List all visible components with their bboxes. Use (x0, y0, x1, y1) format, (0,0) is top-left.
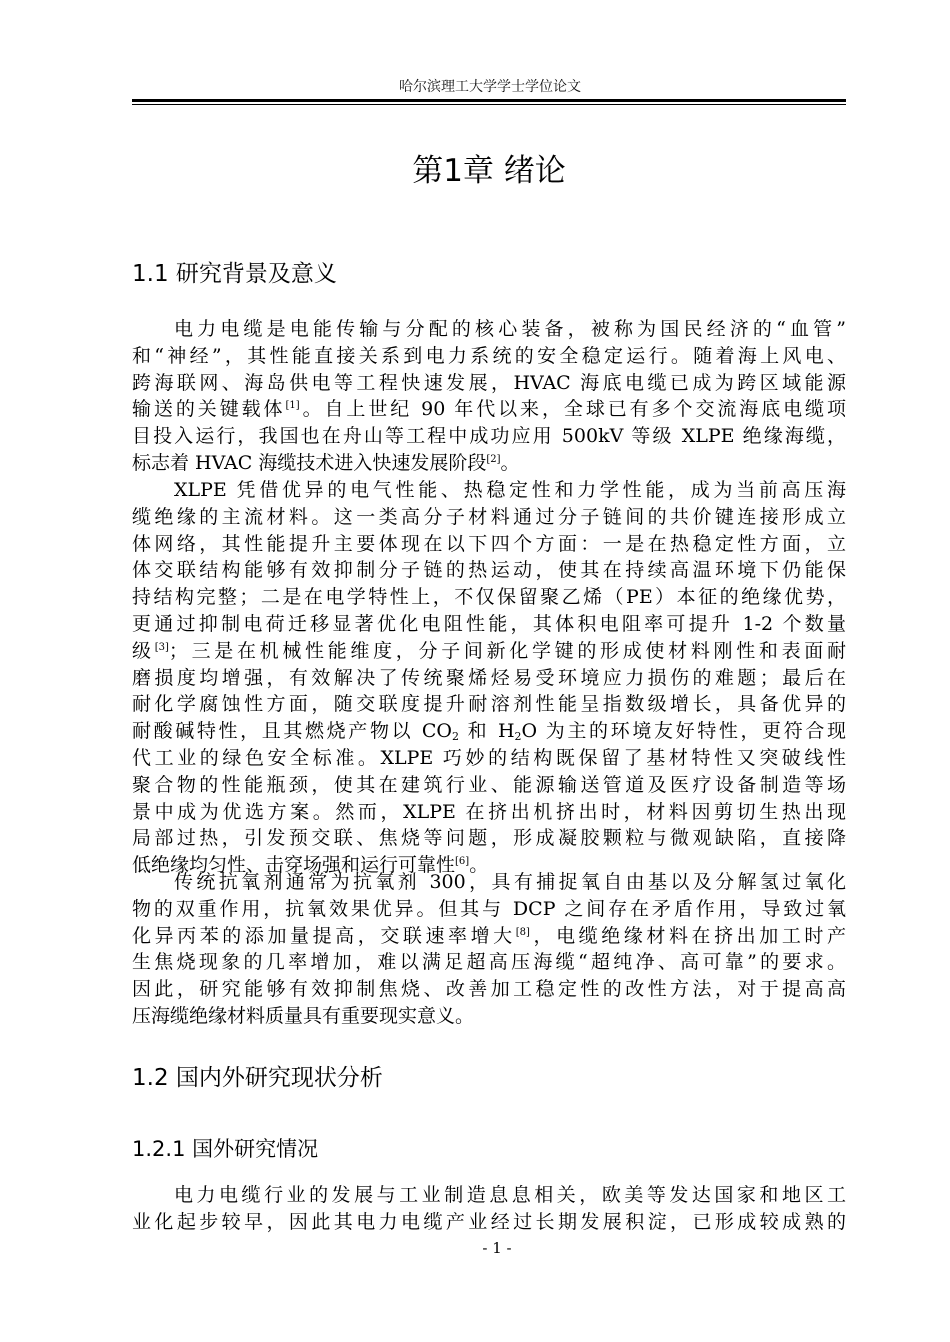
text-line: 体交联结构能够有效抑制分子链的热运动，使其在持续高温环境下仍能保 (132, 559, 846, 582)
text-line: 聚合物的性能瓶颈，使其在建筑行业、能源输送管道及医疗设备制造等场 (132, 773, 846, 796)
citation-ref[interactable]: [3] (154, 641, 169, 653)
text-line-with-formula (132, 718, 846, 745)
citation-ref[interactable]: [2] (486, 453, 501, 465)
paragraph-background-1 (132, 316, 846, 477)
running-header: 哈尔滨理工大学学士学位论文 (399, 79, 581, 95)
citation-ref[interactable]: [1] (285, 400, 300, 412)
header-rule-thick (132, 99, 846, 102)
text-line-with-citation (132, 396, 846, 423)
page-number: - 1 - (482, 1239, 512, 1257)
text-line: 目投入运行，我国也在舟山等工程中成功应用 500kV 等级 XLPE 绝缘海缆， (132, 425, 846, 448)
text-line: 电力电缆行业的发展与工业制造息息相关，欧美等发达国家和地区工 (174, 1184, 846, 1206)
text-run: 低绝缘均匀性、击穿场强和运行可靠性 (132, 854, 456, 877)
text-line: 耐化学腐蚀性方面，随交联度提升耐溶剂性能呈指数级增长，具备优异的 (132, 693, 846, 716)
text-run: 输送的关键载体 (132, 398, 286, 421)
text-line: 持结构完整；二是在电学特性上，不仅保留聚乙烯（PE）本征的绝缘优势， (132, 586, 846, 609)
text-line: 压海缆绝缘材料质量具有重要现实意义。 (132, 1004, 475, 1027)
subscript: 2 (452, 730, 459, 744)
citation-ref[interactable]: [8] (515, 926, 530, 938)
text-run: ；三是在机械性能维度，分子间新化学键的形成使材料刚性和表面耐 (168, 639, 846, 662)
text-line-with-citation (132, 638, 846, 665)
text-run: 。自上世纪 90 年代以来，全球已有多个交流海底电缆项 (299, 398, 846, 421)
section-heading-1-1: 1.1 研究背景及意义 (132, 261, 337, 287)
text-line: 物的双重作用，抗氧效果优异。但其与 DCP 之间存在矛盾作用，导致过氧 (132, 897, 846, 920)
text-line: XLPE 凭借优异的电气性能、热稳定性和力学性能，成为当前高压海 (174, 479, 846, 501)
text-line: 磨损度均增强，有效解决了传统聚烯烃易受环境应力损伤的难题；最后在 (132, 666, 846, 689)
text-line-with-citation (132, 923, 846, 950)
text-run: 和 H (459, 720, 515, 743)
text-line: 体网络，其性能提升主要体现在以下四个方面：一是在热稳定性方面，立 (132, 532, 846, 555)
text-line: 电力电缆是电能传输与分配的核心装备，被称为国民经济的“血管” (174, 318, 846, 340)
text-run: 。 (500, 451, 520, 474)
chapter-title: 第1章 绪论 (412, 153, 566, 189)
text-line: 传统抗氧剂通常为抗氧剂 300，具有捕捉氧自由基以及分解氢过氧化 (174, 871, 846, 893)
text-run: ，电缆绝缘材料在挤出加工时产 (529, 924, 846, 947)
text-line: 因此，研究能够有效抑制焦烧、改善加工稳定性的改性方法，对于提高高 (132, 978, 846, 1001)
text-line: 景中成为优选方案。然而，XLPE 在挤出机挤出时，材料因剪切生热出现 (132, 800, 846, 823)
text-line: 跨海联网、海岛供电等工程快速发展，HVAC 海底电缆已成为跨区域能源 (132, 371, 846, 394)
text-run: 级 (132, 639, 155, 662)
paragraph-foreign-research (132, 1182, 846, 1236)
section-heading-1-2: 1.2 国内外研究现状分析 (132, 1065, 383, 1091)
text-line: 更通过抑制电荷迁移显著优化电阻性能，其体积电阻率可提升 1-2 个数量 (132, 612, 846, 635)
paragraph-antioxidant (132, 869, 846, 1030)
text-line: 局部过热，引发预交联、焦烧等问题，形成凝胶颗粒与微观缺陷，直接降 (132, 827, 846, 850)
header-rule-thin (132, 104, 846, 105)
text-run: 化异丙苯的添加量提高，交联速率增大 (132, 924, 516, 947)
citation-ref[interactable]: [6] (455, 856, 470, 868)
subscript: 2 (514, 730, 522, 744)
text-line: 代工业的绿色安全标准。XLPE 巧妙的结构既保留了基材特性又突破线性 (132, 746, 846, 769)
text-line: 业化起步较早，因此其电力电缆产业经过长期发展积淀，已形成较成熟的 (132, 1210, 846, 1233)
paragraph-xlpe-properties (132, 477, 846, 879)
text-run: O 为主的环境友好特性，更符合现 (521, 720, 846, 743)
text-run: 。 (469, 854, 489, 877)
text-line-with-citation (132, 450, 846, 477)
text-line: 生焦烧现象的几率增加，难以满足超高压海缆“超纯净、高可靠”的要求。 (132, 951, 846, 974)
text-line: 和“神经”，其性能直接关系到电力系统的安全稳定运行。随着海上风电、 (132, 344, 846, 367)
subsection-heading-1-2-1: 1.2.1 国外研究情况 (132, 1137, 319, 1161)
text-line: 缆绝缘的主流材料。这一类高分子材料通过分子链间的共价键连接形成立 (132, 505, 846, 528)
text-run: 耐酸碱特性，且其燃烧产物以 CO (132, 720, 452, 743)
text-run: 标志着 HVAC 海缆技术进入快速发展阶段 (132, 451, 487, 474)
